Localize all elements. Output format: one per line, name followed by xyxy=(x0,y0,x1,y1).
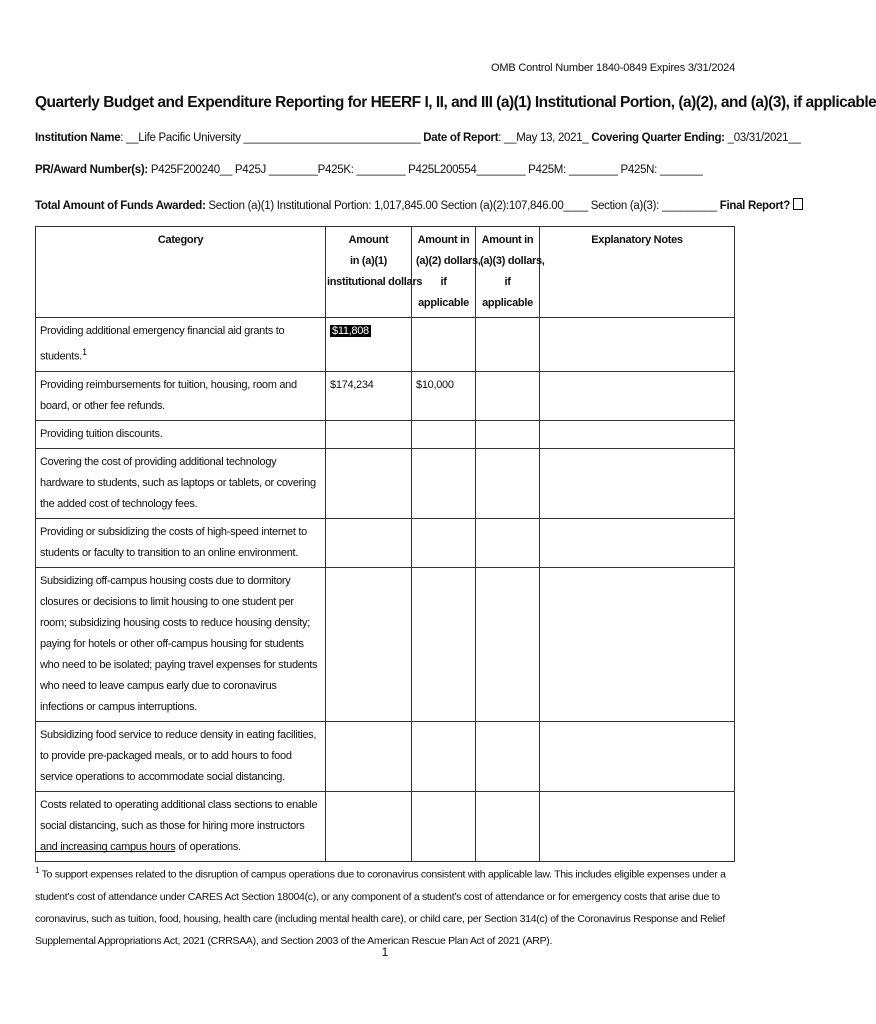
category-cell: Costs related to operating additional class sections to enable social distancing, such as those for hiring more instructors and increasing campus hours of operations. xyxy=(36,791,326,861)
amount-a3-cell[interactable] xyxy=(476,567,540,721)
header-a3-line: (a)(3) dollars, xyxy=(480,255,545,267)
footnote-text: To support expenses related to the disruption of campus operations due to coronavirus consistent with applicable law. This includes eligible expenses under a student’s cost of attendance under CARES Act Section 18004(c), or any component of a student’s cost of attendance or for emergency costs that arise due to coronavirus, such as tuition, food, housing, health care (including mental health care), or child care, per Section 314(c) of the Coronavirus Response and Relief Supplemental Appropriations Act, 2021 (CRRSAA), and Section 2003 of the American Rescue Plan Act of 2021 (ARP). xyxy=(35,868,726,947)
date-label: Date of Report xyxy=(423,132,499,144)
award-value: P425F200240__ P425J ________P425K: ________ P425L200554________ P425M: ________ P425N: _______ xyxy=(147,164,703,176)
footnote-mark: 1 xyxy=(35,866,40,875)
header-a3-line: if applicable xyxy=(482,276,533,309)
header-notes: Explanatory Notes xyxy=(540,227,735,318)
amount-a2-cell[interactable] xyxy=(412,567,476,721)
table-row xyxy=(36,371,735,420)
date-value: : __May 13, 2021_ xyxy=(498,132,592,144)
header-a1-line: Amount xyxy=(348,234,389,246)
notes-cell[interactable] xyxy=(540,371,735,420)
footnote-divider xyxy=(35,851,175,852)
amount-a2-cell[interactable] xyxy=(412,518,476,567)
amount-a2-cell[interactable] xyxy=(412,721,476,791)
amount-a1-cell[interactable] xyxy=(326,791,412,861)
header-a1-line: institutional dollars xyxy=(327,276,423,288)
award-label: PR/Award Number(s): xyxy=(35,164,148,176)
table-header-row xyxy=(36,227,735,318)
amount-a1-cell[interactable]: $174,234 xyxy=(326,371,412,420)
institution-line xyxy=(35,132,801,144)
header-a2-line: (a)(2) dollars, xyxy=(416,255,481,267)
category-cell xyxy=(36,318,326,372)
final-report-checkbox[interactable] xyxy=(793,198,803,210)
amount-a1-cell[interactable] xyxy=(326,420,412,448)
funds-label: Total Amount of Funds Awarded: xyxy=(35,200,206,212)
category-cell: Covering the cost of providing additional technology hardware to students, such as laptops or tablets, or covering the added cost of technology fees. xyxy=(36,448,326,518)
amount-a3-cell[interactable] xyxy=(476,448,540,518)
final-report-label: Final Report? xyxy=(719,200,790,212)
amount-a2-cell[interactable]: $10,000 xyxy=(412,371,476,420)
amount-a2-cell[interactable] xyxy=(412,318,476,372)
notes-cell[interactable] xyxy=(540,791,735,861)
header-amount-a2 xyxy=(412,227,481,318)
page-title: Quarterly Budget and Expenditure Reporting for HEERF I, II, and III (a)(1) Institutional Portion, (a)(2), and (a)(3), if applicable xyxy=(35,94,876,111)
category-cell: Providing tuition discounts. xyxy=(36,420,326,448)
amount-a3-cell[interactable] xyxy=(476,420,540,448)
amount-a1-cell[interactable] xyxy=(326,448,412,518)
header-amount-a3 xyxy=(476,227,545,318)
notes-cell[interactable] xyxy=(540,420,735,448)
amount-a1-cell[interactable] xyxy=(326,567,412,721)
header-a2-line: Amount in xyxy=(417,234,470,246)
amount-a2-cell[interactable] xyxy=(412,791,476,861)
quarter-label: Covering Quarter Ending: xyxy=(591,132,725,144)
quarter-value: _03/31/2021__ xyxy=(724,132,801,144)
table-row xyxy=(36,318,735,372)
amount-a1-cell[interactable] xyxy=(326,518,412,567)
category-cell: Providing or subsidizing the costs of high-speed internet to students or faculty to transition to an online environment. xyxy=(36,518,326,567)
amount-a1-cell[interactable] xyxy=(326,721,412,791)
amount-a2-cell[interactable] xyxy=(412,420,476,448)
table-row xyxy=(36,721,735,791)
amount-a3-cell[interactable] xyxy=(476,318,540,372)
amount-a2-cell[interactable] xyxy=(412,448,476,518)
notes-cell[interactable] xyxy=(540,318,735,372)
award-line xyxy=(35,164,745,176)
amount-a3-cell[interactable] xyxy=(476,791,540,861)
category-text: Providing additional emergency financial aid grants to students. xyxy=(40,325,285,363)
amount-a1-value: $11,808 xyxy=(332,325,369,337)
footnote-ref: 1 xyxy=(81,347,87,357)
header-a3-line: Amount in xyxy=(481,234,534,246)
institution-label: Institution Name xyxy=(35,132,121,144)
table-row xyxy=(36,518,735,567)
institution-value: : __Life Pacific University _____________________________ xyxy=(120,132,424,144)
funds-value: Section (a)(1) Institutional Portion: 1,017,845.00 Section (a)(2):107,846.00____ Section (a)(3): _________ xyxy=(205,200,720,212)
expenditure-table xyxy=(35,226,735,862)
notes-cell[interactable] xyxy=(540,567,735,721)
amount-a3-cell[interactable] xyxy=(476,518,540,567)
category-cell: Providing reimbursements for tuition, housing, room and board, or other fee refunds. xyxy=(36,371,326,420)
header-a2-line: if applicable xyxy=(418,276,469,309)
category-cell: Subsidizing off-campus housing costs due to dormitory closures or decisions to limit housing to one student per room; subsidizing housing costs to reduce housing density; paying for hotels or other off-campus housing for students who need to be isolated; paying travel expenses for students who need to leave campus early due to coronavirus infections or campus interruptions. xyxy=(36,567,326,721)
omb-control-number: OMB Control Number 1840-0849 Expires 3/31/2024 xyxy=(491,62,735,74)
table-row xyxy=(36,448,735,518)
table-row xyxy=(36,420,735,448)
notes-cell[interactable] xyxy=(540,518,735,567)
amount-a3-cell[interactable] xyxy=(476,721,540,791)
funds-line xyxy=(35,198,790,212)
page-number: 1 xyxy=(381,945,389,959)
notes-cell[interactable] xyxy=(540,448,735,518)
header-amount-a1 xyxy=(326,227,423,318)
table-row xyxy=(36,567,735,721)
amount-a1-cell[interactable] xyxy=(326,318,412,372)
footnote xyxy=(35,860,735,952)
amount-a3-cell[interactable] xyxy=(476,371,540,420)
header-category: Category xyxy=(36,227,326,318)
category-cell: Subsidizing food service to reduce density in eating facilities, to provide pre-packaged meals, or to add hours to food service operations to accommodate social distancing. xyxy=(36,721,326,791)
notes-cell[interactable] xyxy=(540,721,735,791)
header-a1-line: in (a)(1) xyxy=(349,255,388,267)
